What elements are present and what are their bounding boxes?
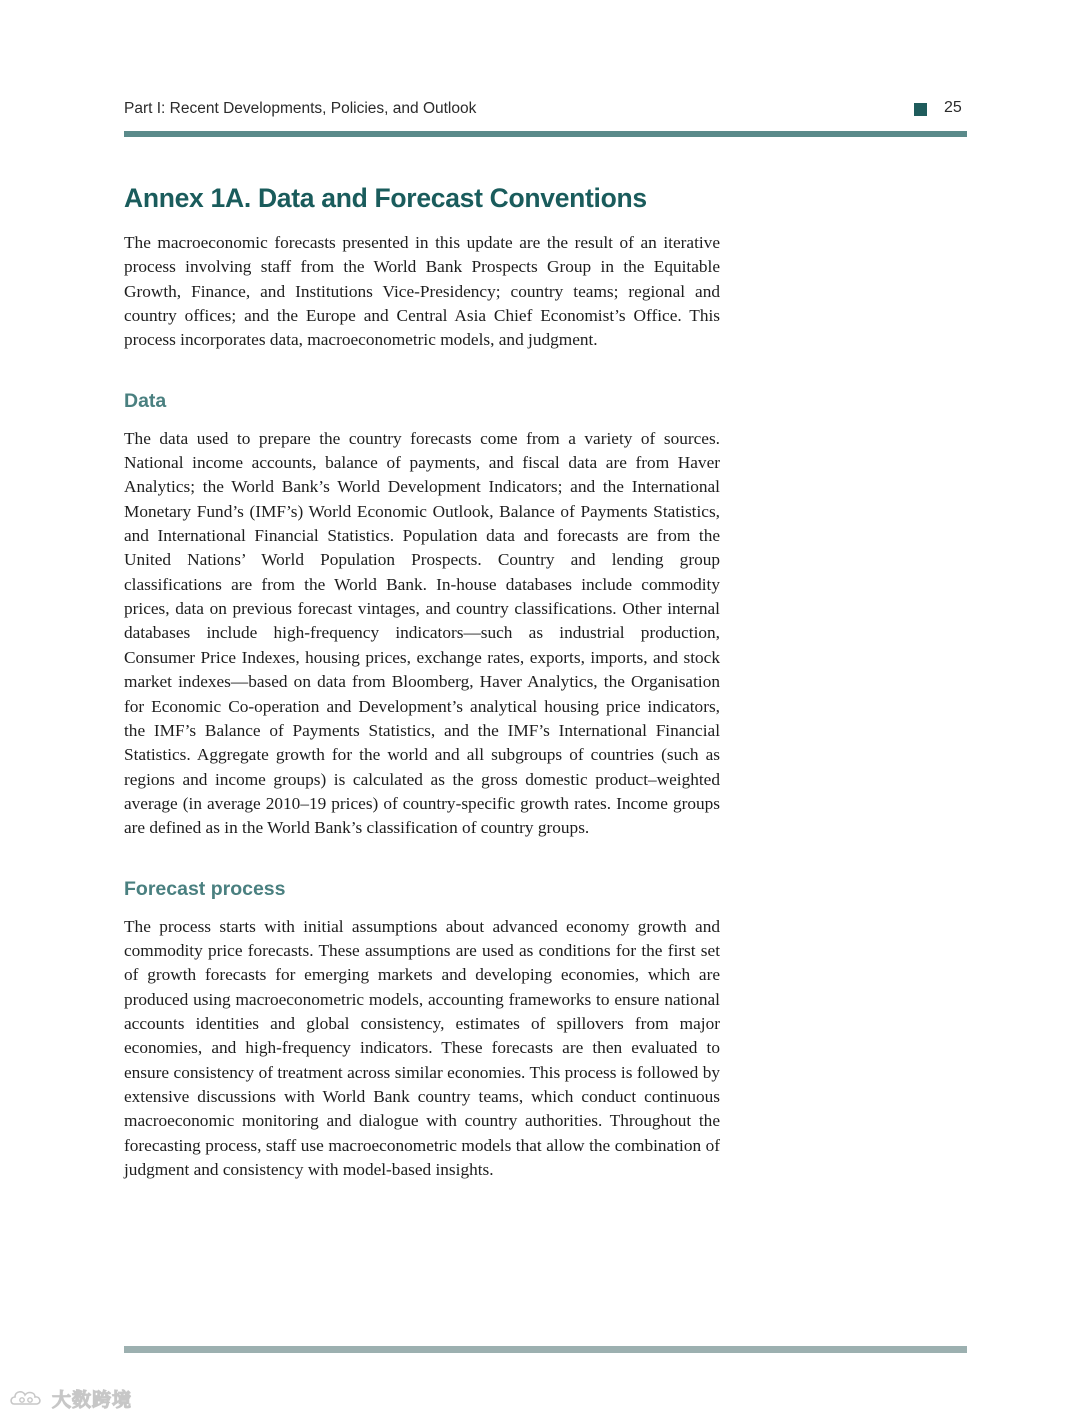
watermark	[8, 1382, 132, 1414]
forecast-process-paragraph: The process starts with initial assumptions about advanced economy growth and commodity price forecasts. These assumptions are used as conditions for the first set of growth forecasts for emerging markets and developing economies, which are produced using macroeconometric models, accounting frameworks to ensure national accounts identities and global consistency, estimates of spillovers from major economies, and high-frequency indicators. These forecasts are then evaluated to ensure consistency of treatment across similar economies. This process is followed by extensive discussions with World Bank country teams, which conduct continuous macroeconomic monitoring and dialogue with country authorities. Throughout the forecasting process, staff use macroeconometric models that allow the combination of judgment and consistency with model-based insights.	[124, 916, 720, 1179]
annex-title: Annex 1A. Data and Forecast Conventions	[124, 183, 647, 213]
cloud-logo-icon	[8, 1386, 48, 1410]
data-paragraph: The data used to prepare the country forecasts come from a variety of sources. National income accounts, balance of payments, and fiscal data are from Haver Analytics; the World Bank’s World Development Indicators; and the International Monetary Fund’s (IMF’s) World Economic Outlook, Balance of Payments Statistics, and International Financial Statistics. Population data and forecasts are from the United Nations’ World Population Prospects. Country and lending group classifications are from the World Bank. In-house databases include commodity prices, data on previous forecast vintages, and country classifications. Other internal databases include high-frequency indicators—such as industrial production, Consumer Price Indexes, housing prices, exchange rates, exports, imports, and stock market indexes—based on data from Bloomberg, Haver Analytics, the Organisation for Economic Co-operation and Development’s analytical housing price indicators, the IMF’s Balance of Payments Statistics, and the IMF’s International Financial Statistics. Aggregate growth for the world and all subgroups of countries (such as regions and income groups) is calculated as the gross domestic product–weighted average (in average 2010–19 prices) of country-specific growth rates. Income groups are defined as in the World Bank’s classification of country groups.	[124, 428, 720, 838]
intro-paragraph: The macroeconomic forecasts presented in this update are the result of an iterative process involving staff from the World Bank Prospects Group in the Equitable Growth, Finance, and Institutions Vice-Presidency; country teams; regional and country offices; and the Europe and Central Asia Chief Economist’s Office. This process incorporates data, macroeconometric models, and judgment.	[124, 233, 720, 350]
watermark-text: 大数跨境	[52, 1388, 133, 1411]
footer-rule	[124, 1346, 967, 1353]
page-header	[124, 98, 967, 124]
header-rule	[124, 131, 967, 137]
section-heading-forecast-process: Forecast process	[124, 877, 286, 900]
square-marker-icon	[914, 103, 927, 116]
section-heading-data: Data	[124, 389, 167, 412]
page-number: 25	[944, 99, 962, 116]
main-content	[124, 180, 720, 1182]
running-head: Part I: Recent Developments, Policies, and Outlook	[124, 100, 477, 117]
